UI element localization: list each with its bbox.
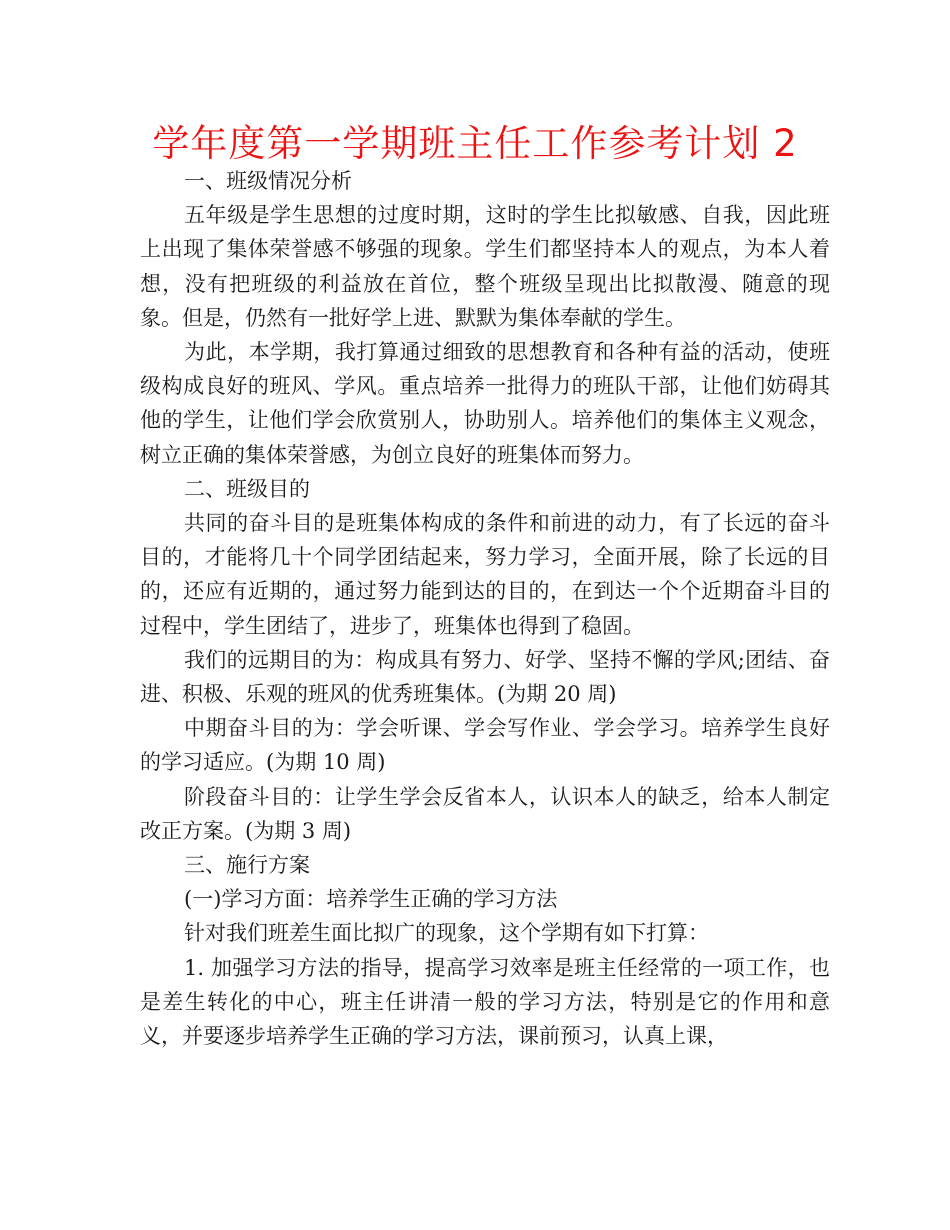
section-heading-class-goals: 二、班级目的	[184, 476, 310, 501]
paragraph: 中期奋斗目的为：学会听课、学会写作业、学会学习。培养学生良好的学习适应。(为期 10 周)	[140, 716, 830, 775]
paragraph: 1. 加强学习方法的指导，提高学习效率是班主任经常的一项工作，也是差生转化的中心，班主任讲清一般的学习方法，特别是它的作用和意义，并要逐步培养学生正确的学习方法，课前预习，认真上课，	[140, 955, 830, 1049]
paragraph: 五年级是学生思想的过度时期，这时的学生比拟敏感、自我，因此班上出现了集体荣誉感不够强的现象。学生们都坚持本人的观点，为本人着想，没有把班级的利益放在首位，整个班级呈现出比拟散漫、随意的现象。但是，仍然有一批好学上进、默默为集体奉献的学生。	[140, 203, 830, 330]
paragraph: 共同的奋斗目的是班集体构成的条件和前进的动力，有了长远的奋斗目的，才能将几十个同学团结起来，努力学习，全面开展，除了长远的目的，还应有近期的，通过努力能到达的目的，在到达一个个近期奋斗目的过程中，学生团结了，进步了，班集体也得到了稳固。	[140, 511, 830, 638]
paragraph: 针对我们班差生面比拟广的现象，这个学期有如下打算：	[184, 921, 709, 946]
paragraph: 我们的远期目的为：构成具有努力、好学、坚持不懈的学风;团结、奋进、积极、乐观的班风的优秀班集体。(为期 20 周)	[140, 647, 830, 707]
document-title: 学年度第一学期班主任工作参考计划 2	[152, 122, 798, 165]
subsection-heading-study: (一)学习方面：培养学生正确的学习方法	[184, 887, 558, 912]
section-heading-implementation: 三、施行方案	[184, 853, 310, 878]
paragraph: 为此，本学期，我打算通过细致的思想教育和各种有益的活动，使班级构成良好的班风、学风。重点培养一批得力的班队干部，让他们妨碍其他的学生，让他们学会欣赏别人，协助别人。培养他们的集体主义观念，树立正确的集体荣誉感，为创立良好的班集体而努力。	[140, 340, 830, 467]
paragraph: 阶段奋斗目的：让学生学会反省本人，认识本人的缺乏，给本人制定改正方案。(为期 3 周)	[140, 784, 830, 843]
document-body	[140, 164, 830, 1053]
section-heading-class-analysis: 一、班级情况分析	[184, 169, 352, 193]
